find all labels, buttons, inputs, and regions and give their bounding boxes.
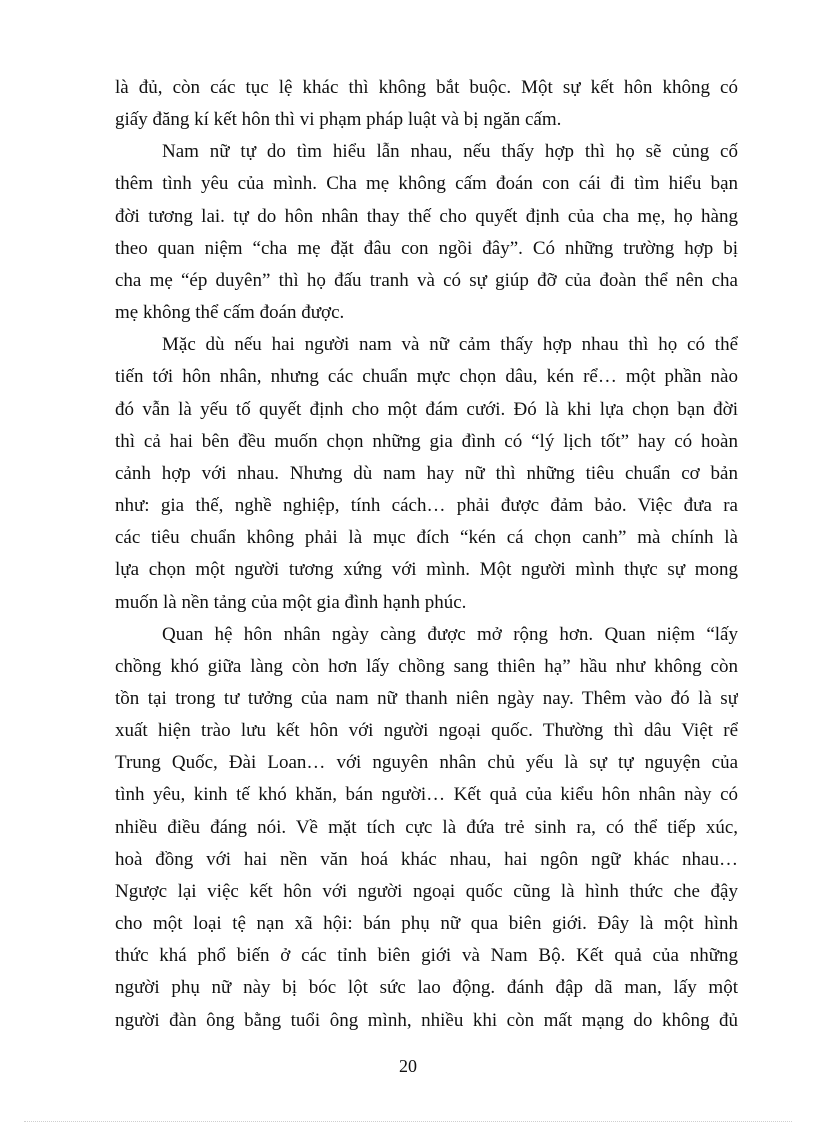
text-line: Nam nữ tự do tìm hiểu lẫn nhau, nếu thấy hợp thì họ sẽ củng cố <box>162 141 738 163</box>
text-line: cho một loại tệ nạn xã hội: bán phụ nữ qua biên giới. Đây là một hình <box>115 913 738 935</box>
text-line: người phụ nữ này bị bóc lột sức lao động. đánh đập dã man, lấy một <box>115 977 738 999</box>
text-line: nhiều điều đáng nói. Về mặt tích cực là đứa trẻ sinh ra, có thể tiếp xúc, <box>115 816 738 838</box>
text-line: Quan hệ hôn nhân ngày càng được mở rộng hơn. Quan niệm “lấy <box>162 623 738 645</box>
text-line: cha mẹ “ép duyên” thì họ đấu tranh và có sự giúp đỡ của đoàn thể nên cha <box>115 269 738 291</box>
text-line: tiến tới hôn nhân, nhưng các chuẩn mực chọn dâu, kén rể… một phần nào <box>115 366 738 388</box>
text-line: thêm tình yêu của mình. Cha mẹ không cấm đoán con cái đi tìm hiểu bạn <box>115 173 738 195</box>
text-line: đời tương lai. tự do hôn nhân thay thế cho quyết định của cha mẹ, họ hàng <box>115 205 738 227</box>
text-line: tồn tại trong tư tưởng của nam nữ thanh niên ngày nay. Thêm vào đó là sự <box>115 687 738 709</box>
text-line: Mặc dù nếu hai người nam và nữ cảm thấy hợp nhau thì họ có thể <box>162 334 738 356</box>
text-line: lựa chọn một người tương xứng với mình. Một người mình thực sự mong <box>115 559 738 581</box>
text-line: mẹ không thể cấm đoán được. <box>115 302 345 324</box>
text-line: là đủ, còn các tục lệ khác thì không bắt buộc. Một sự kết hôn không có <box>115 77 738 98</box>
text-line: hoà đồng với hai nền văn hoá khác nhau, hai ngôn ngữ khác nhau… <box>115 848 738 870</box>
text-line: Trung Quốc, Đài Loan… với nguyên nhân chủ yếu là sự tự nguyện của <box>115 752 738 774</box>
text-line: muốn là nền tảng của một gia đình hạnh phúc. <box>115 591 467 613</box>
text-line: xuất hiện trào lưu kết hôn với người ngoại quốc. Thường thì dâu Việt rể <box>115 720 738 742</box>
text-line: người đàn ông bằng tuổi ông mình, nhiều khi còn mất mạng do không đủ <box>115 1009 738 1031</box>
text-line: cảnh hợp với nhau. Nhưng dù nam hay nữ thì những tiêu chuẩn cơ bản <box>115 462 738 484</box>
text-line: chồng khó giữa làng còn hơn lấy chồng sang thiên hạ” hầu như không còn <box>115 655 738 677</box>
text-line: như: gia thế, nghề nghiệp, tính cách… phải được đảm bảo. Việc đưa ra <box>115 495 738 517</box>
text-line: các tiêu chuẩn không phải là mục đích “kén cá chọn canh” mà chính là <box>115 527 738 549</box>
page-number: 20 <box>399 1056 417 1076</box>
text-line: thức khá phổ biến ở các tỉnh biên giới và Nam Bộ. Kết quả của những <box>115 945 738 967</box>
body-text <box>115 72 738 1037</box>
text-line: tình yêu, kinh tế khó khăn, bán người… Kết quả của kiểu hôn nhân này có <box>115 784 738 806</box>
text-line: thì cả hai bên đều muốn chọn những gia đình có “lý lịch tốt” hay có hoàn <box>115 430 738 452</box>
page-bottom-rule <box>24 1121 792 1122</box>
text-line: Ngược lại việc kết hôn với người ngoại quốc cũng là hình thức che đậy <box>115 880 738 902</box>
text-line: giấy đăng kí kết hôn thì vi phạm pháp luật và bị ngăn cấm. <box>115 109 562 131</box>
text-line: đó vẫn là yếu tố quyết định cho một đám cưới. Đó là khi lựa chọn bạn đời <box>115 398 738 420</box>
text-line: theo quan niệm “cha mẹ đặt đâu con ngồi đây”. Có những trường hợp bị <box>115 237 738 259</box>
